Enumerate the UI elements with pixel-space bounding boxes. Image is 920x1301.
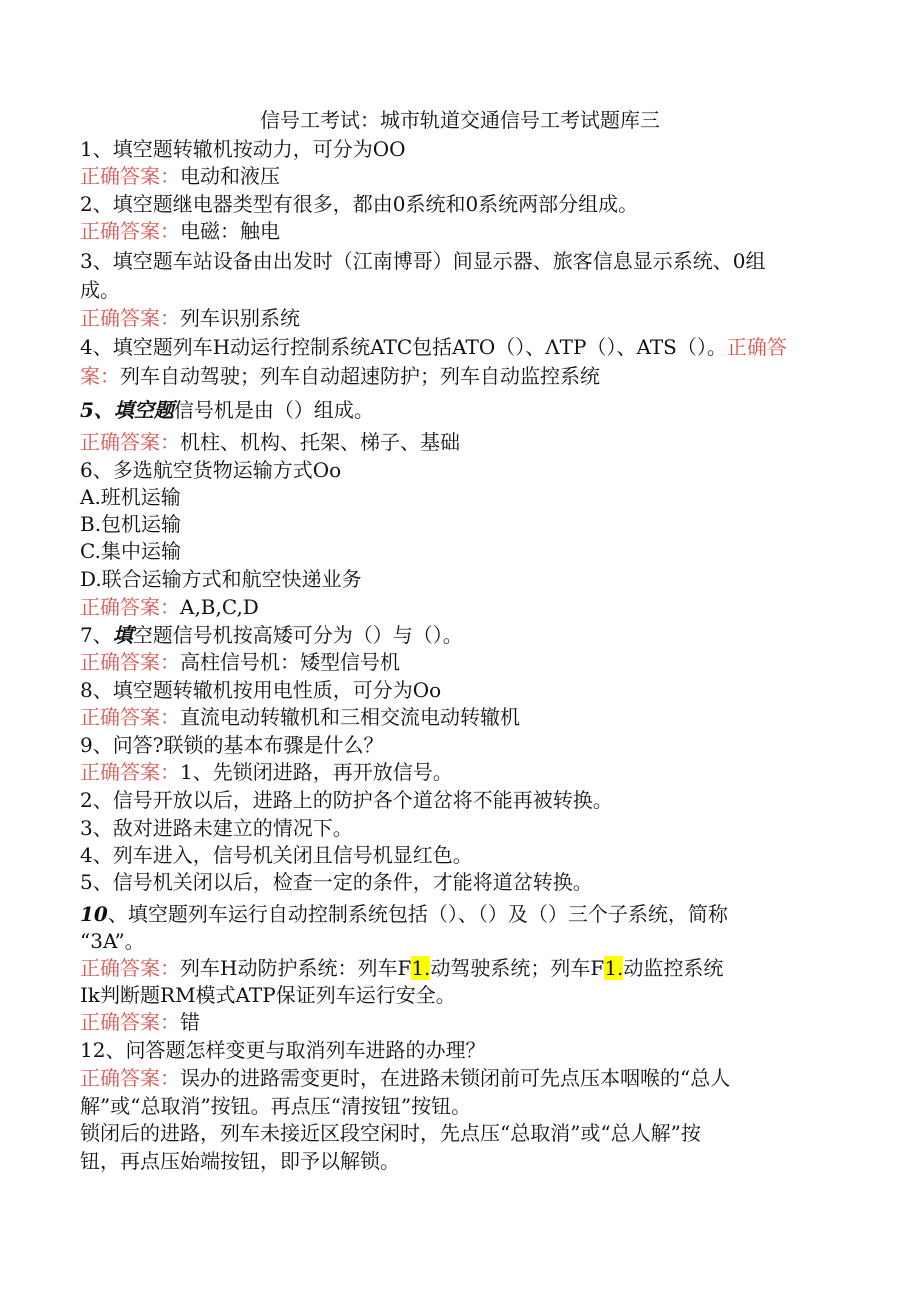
answer-label: 正确答案：	[80, 430, 180, 454]
answer-text: 1、先锁闭进路，再开放信号。	[180, 760, 453, 784]
answer-text: 列车H动防护系统：列车F	[180, 956, 412, 980]
answer-label-split: 案：	[80, 364, 120, 388]
question-4	[80, 334, 840, 361]
answer-text: 动驾驶系统；列车F	[430, 956, 605, 980]
highlight-mark: 1.	[604, 956, 624, 980]
answer-label: 正确答案：	[80, 956, 180, 980]
answer-text: 动监控系统	[623, 956, 724, 980]
question-number: 10	[80, 902, 108, 926]
answer-label: 正确答案：	[80, 306, 180, 330]
question-6: 6、多选航空货物运输方式Oo	[80, 458, 342, 482]
question-text: 4、填空题列车H动运行控制系统ATC包括ATO（）、ΛTP（）、ATS（）。	[80, 335, 727, 359]
answer-text: 电动和液压	[180, 164, 280, 188]
document-title: 信号工考试：城市轨道交通信号工考试题库三	[260, 108, 660, 132]
answer-text: 直流电动转辙机和三相交流电动转辙机	[180, 705, 520, 729]
highlight-mark: 1.	[411, 956, 431, 980]
answer-7	[80, 649, 840, 676]
answer-12-line-2: 解”或“总取消”按钮。再点压“清按钮”按钮。	[80, 1094, 472, 1118]
question-10	[80, 901, 840, 928]
question-3: 3、填空题车站设备由出发时（江南博哥）间显示器、旅客信息显示系统、0组	[80, 249, 766, 273]
question-text: 空题信号机按高矮可分为（）与（）。	[132, 623, 463, 647]
answer-1	[80, 163, 840, 190]
question-3-cont: 成。	[80, 278, 120, 302]
answer-label: 正确答案：	[80, 219, 180, 243]
question-10-cont: “3A”。	[80, 929, 145, 953]
answer-8	[80, 704, 840, 731]
answer-6	[80, 594, 840, 621]
question-1: 1、填空题转辙机按动力，可分为OO	[80, 137, 406, 161]
answer-label: 正确答案：	[80, 760, 180, 784]
answer-12	[80, 1065, 840, 1092]
answer-label: 正确答案：	[80, 164, 180, 188]
answer-label: 正确答案：	[80, 1066, 180, 1090]
answer-11	[80, 1009, 840, 1036]
answer-text: 高柱信号机：矮型信号机	[180, 650, 400, 674]
answer-9	[80, 759, 840, 786]
question-2: 2、填空题继电器类型有很多，都由0系统和0系统两部分组成。	[80, 192, 639, 216]
answer-text: 列车识别系统	[180, 306, 300, 330]
answer-3	[80, 305, 840, 332]
question-5	[80, 397, 840, 424]
answer-text: 列车自动驾驶；列车自动超速防护；列车自动监控系统	[120, 364, 600, 388]
question-text: 信号机是由（）组成。	[173, 398, 374, 422]
answer-text: 错	[180, 1010, 200, 1034]
answer-text: 机柱、机构、托架、梯子、基础	[180, 430, 460, 454]
answer-9-step-3: 3、敌对进路未建立的情况下。	[80, 816, 353, 840]
answer-5	[80, 429, 840, 456]
answer-text: 电磁：触电	[180, 219, 280, 243]
question-text: 、填空题列车运行自动控制系统包括（）、（）及（）三个子系统，简称	[107, 902, 728, 926]
question-type-partial: 填	[112, 623, 133, 647]
answer-12-line-4: 钮，再点压始端按钮，即予以解锁。	[80, 1149, 400, 1173]
question-number: 7、	[80, 623, 113, 647]
question-number: 5、	[80, 398, 114, 422]
answer-label: 正确答案：	[80, 705, 180, 729]
answer-2	[80, 218, 840, 245]
option-a: A.班机运输	[80, 485, 181, 509]
answer-text: A,B,C,D	[180, 595, 259, 619]
answer-10	[80, 955, 840, 982]
question-7	[80, 622, 840, 649]
question-12: 12、问答题怎样变更与取消列车进路的办理？	[80, 1038, 486, 1062]
answer-4	[80, 363, 840, 390]
option-c: C.集中运输	[80, 539, 181, 563]
answer-9-step-4: 4、列车进入，信号机关闭且信号机显红色。	[80, 843, 473, 867]
option-b: B.包机运输	[80, 512, 182, 536]
question-8: 8、填空题转辙机按用电性质，可分为Oo	[80, 678, 442, 702]
question-type: 填空题	[113, 398, 174, 422]
question-11: Ik判断题RM模式ATP保证列车运行安全。	[80, 983, 456, 1007]
answer-label: 正确答案：	[80, 1010, 180, 1034]
option-d: D.联合运输方式和航空快递业务	[80, 567, 362, 591]
answer-label: 正确答案：	[80, 650, 180, 674]
answer-9-step-2: 2、信号开放以后，进路上的防护各个道岔将不能再被转换。	[80, 788, 613, 812]
question-9: 9、问答?联锁的基本布骤是什么？	[80, 733, 384, 757]
answer-12-line-3: 锁闭后的进路，列车未接近区段空闲时，先点压“总取消”或“总人解”按	[80, 1121, 701, 1145]
answer-label-split: 正确答	[726, 335, 787, 359]
answer-label: 正确答案：	[80, 595, 180, 619]
answer-text: 误办的进路需变更时，在进路未锁闭前可先点压本咽喉的“总人	[180, 1066, 731, 1090]
answer-9-step-5: 5、信号机关闭以后，检查一定的条件，才能将道岔转换。	[80, 870, 593, 894]
